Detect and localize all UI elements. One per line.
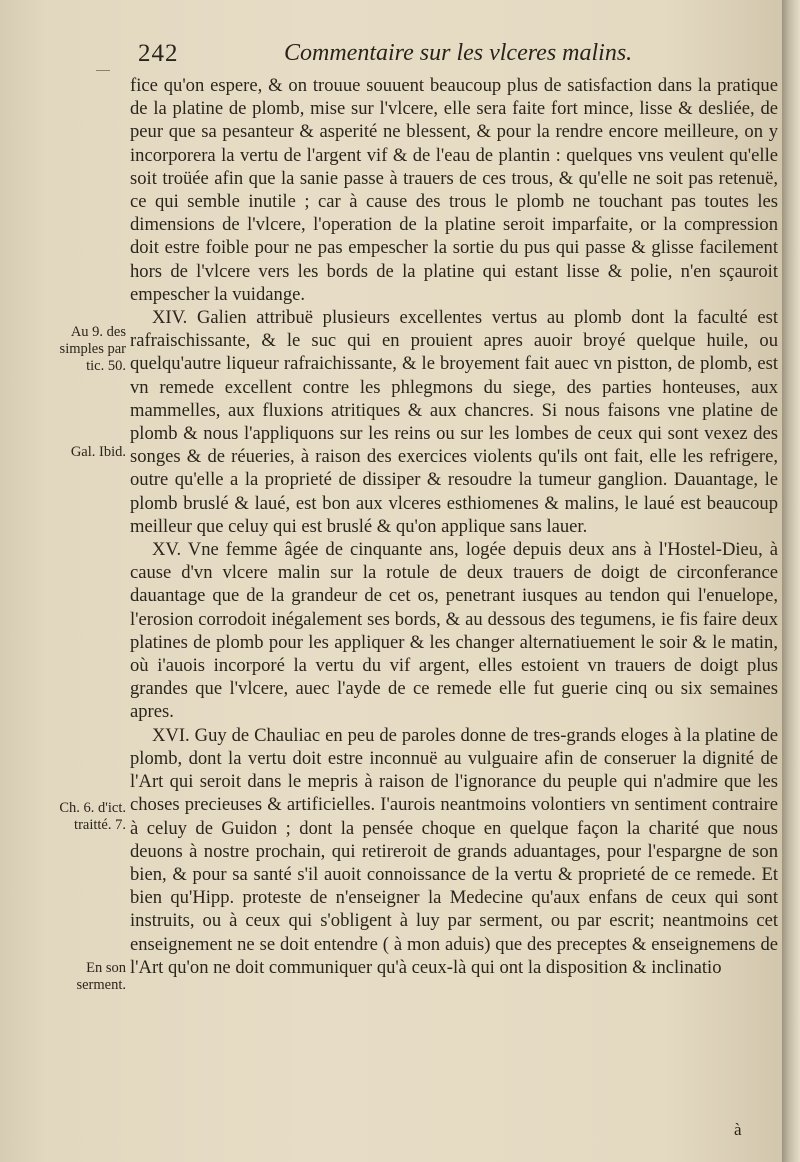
page-header — [138, 40, 758, 70]
margin-note-chapter: Ch. 6. d'ict. traitté. 7. — [59, 800, 126, 833]
body-text — [130, 74, 778, 979]
paragraph-1: fice qu'on espere, & on trouue souuent beaucoup plus de satisfaction dans la pratique de la platine de plomb, mise sur l'vlcere, elle sera faite fort mince, lisse & desliée, de peur que sa pesanteur & asperité ne blessent, & pour la rendre encore meilleure, on y incorporera la vertu de l'argent vif & de l'eau de plantin : quelques vns veulent qu'elle soit troüée afin que la sanie passe à trauers de ces trous, & qu'elle ne soit pas retenuë, ce qui semble inutile ; car à cause des trous le plomb ne touchant pas toutes les dimensions de l'vlcere, l'operation de la platine seroit imparfaite, or la compression doit estre foible pour ne pas empescher la sortie du pus qui passe & glisse facilement hors de l'vlcere vers les bords de la platine qui estant lisse & polie, n'en sçauroit empescher la vuidange. — [130, 75, 778, 305]
margin-note-gal-ibid: Gal. Ibid. — [70, 444, 126, 460]
paragraph-2: XIV. Galien attribuë plusieurs excellentes vertus au plomb dont la faculté est rafraischissante, & le suc qui en prouient apres auoir broyé quelque huile, ou quelqu'autre liqueur rafraichissante, & le broyement fait auec vn pistton, de plomb, est vn remede excellent contre les phlegmons du siege, des parties honteuses, aux mammelles, aux fluxions atritiques & aux chancres. Si nous faisons vne platine de plomb & nous l'appliquons sur les reins ou sur les lombes de ceux qui sont vexez des songes & de réueries, à raison des exercices violents qu'ils ont fait, elle les refrigere, outre qu'elle a la proprieté de dissiper & resoudre la tumeur ganglion. Dauantage, le plomb bruslé & laué, est bon aux vlceres esthiomenes & malins, le laué est beaucoup meilleur que celuy qui est bruslé & qu'on applique sans lauer. — [130, 307, 778, 537]
margin-rule-mark — [96, 70, 110, 71]
running-title: Commentaire sur les vlceres malins. — [284, 40, 633, 66]
margin-note-simples: Au 9. des simples par tic. 50. — [59, 324, 126, 374]
margin-note-serment: En son serment. — [76, 960, 126, 993]
catchword: à — [734, 1120, 742, 1139]
page-number: 242 — [138, 40, 179, 67]
page-edge-shadow — [782, 0, 800, 1162]
paragraph-3: XV. Vne femme âgée de cinquante ans, logée depuis deux ans à l'Hostel-Dieu, à cause d'vn vlcere malin sur la rotule de deux trauers de doigt de circonferance dauantage que de la grandeur de cet os, penetrant iusques au tendon qui l'enuelope, l'erosion corrodoit inégalement ses bords, & au dessous des tegumens, ie fis faire deux platines de plomb pour les appliquer & les changer alternatiuement le soir & le matin, où i'auois incorporé la vertu du vif argent, elles estoient vn trauers de doigt plus grandes que l'vlcere, auec l'ayde de ce remede elle fut guerie cinq ou six semaines apres. — [130, 539, 778, 723]
paragraph-4: XVI. Guy de Chauliac en peu de paroles donne de tres-grands eloges à la platine de plomb, dont la vertu doit estre inconnuë au vulguaire afin de conseruer la dignité de l'Art qui seroit dans le mepris à raison de l'ignorance du peuple qui n'admire que les choses precieuses & artificielles. I'aurois neantmoins volontiers vn sentiment contraire à celuy de Guidon ; dont la pensée choque en quelque façon la charité que nous deuons à nostre prochain, qui retireroit de grands aduantages, pour l'espargne de son bien, & pour sa santé s'il auoit connoissance de la vertu & proprieté de ce remede. Et bien qu'Hipp. proteste de n'enseigner la Medecine qu'aux enfans de ceux qui sont instruits, ou à ceux qui s'obligent à luy par serment, ou par escrit; neantmoins cet enseignement ne se doit entendre ( à mon aduis) que des preceptes & enseignemens de l'Art qu'on ne doit communiquer qu'à ceux-là qui ont la disposition & inclinatio — [130, 724, 778, 978]
